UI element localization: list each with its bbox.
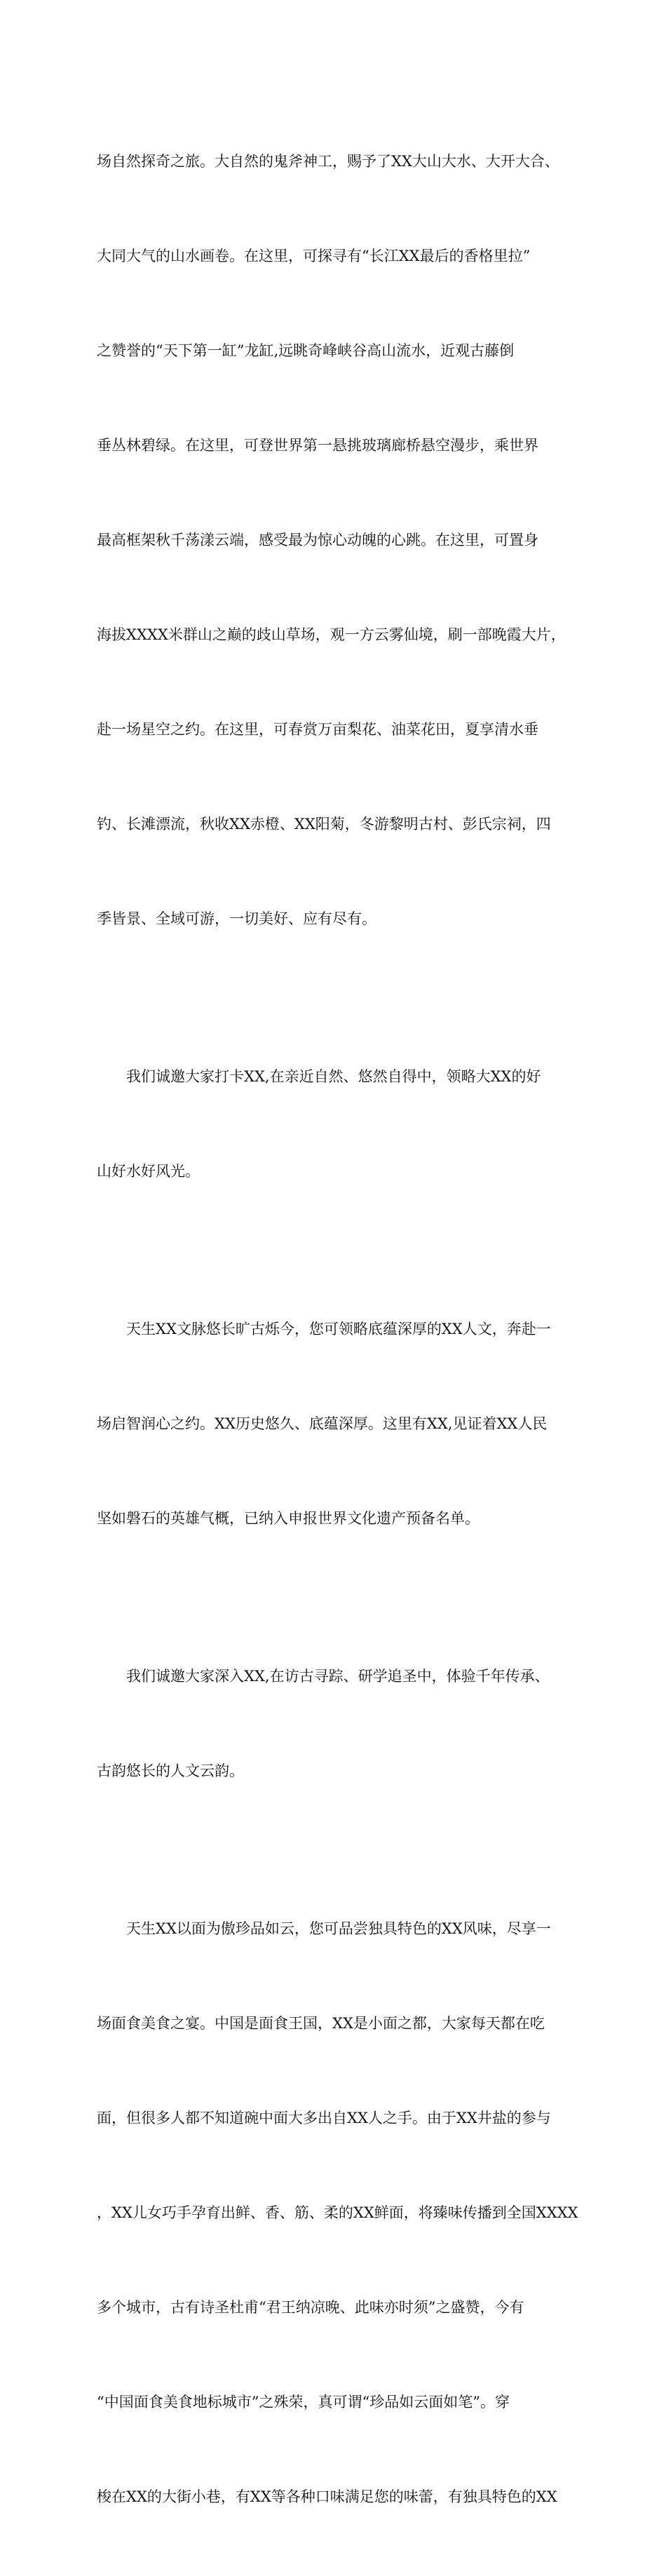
paragraph-invite-nature (97, 998, 556, 1250)
text-line: 面，但很多人都不知道碗中面大多出自XX人之手。由于XX井盐的参与 (97, 2110, 551, 2126)
text-line: 天生XX以面为傲珍品如云，您可品尝独具特色的XX风味，尽享一 (97, 1920, 551, 1937)
text-line: 多个城市，古有诗圣杜甫“君王纳凉晚、此味亦时须”之盛赞，今有 (97, 2299, 524, 2316)
paragraph-culture (97, 1250, 556, 1598)
paragraph-noodle-cuisine (97, 1850, 578, 2576)
document-body (97, 83, 578, 2576)
paragraph-nature-tour (97, 83, 566, 998)
text-line: 季皆景、全域可游，一切美好、应有尽有。 (97, 910, 376, 927)
text-line: 我们诚邀大家打卡XX,在亲近自然、悠然自得中，领略大XX的好 (97, 1068, 541, 1085)
text-line: 大同大气的山水画卷。在这里，可探寻有“长江XX最后的香格里拉” (97, 248, 531, 264)
text-line: 垂丛林碧绿。在这里，可登世界第一悬挑玻璃廊桥悬空漫步，乘世界 (97, 437, 538, 454)
text-line: “中国面食美食地标城市”之殊荣，真可谓“珍品如云面如笔”。穿 (97, 2394, 510, 2410)
text-line: 之赞誉的“天下第一缸”龙缸,远眺奇峰峡谷高山流水，近观古藤倒 (97, 342, 515, 359)
text-line: 钓、长滩漂流，秋收XX赤橙、XX阳菊，冬游黎明古村、彭氏宗祠，四 (97, 816, 551, 832)
text-line: 坚如磐石的英雄气概，已纳入申报世界文化遗产预备名单。 (97, 1510, 480, 1527)
text-line: 梭在XX的大街小巷，有XX等各种口味满足您的味蕾，有独具特色的XX (97, 2488, 557, 2505)
text-line: 我们诚邀大家深入XX,在访古寻踪、研学追圣中，体验千年传承、 (97, 1668, 550, 1685)
text-line: 山好水好风光。 (97, 1163, 200, 1180)
text-line: 场启智润心之约。XX历史悠久、底蕴深厚。这里有XX,见证着XX人民 (97, 1415, 548, 1432)
text-line: ，XX儿女巧手孕育出鲜、香、筋、柔的XX鲜面，将臻味传播到全国XXXX (97, 2204, 578, 2221)
text-line: 场自然探奇之旅。大自然的鬼斧神工，赐予了XX大山大水、大开大合、 (97, 153, 559, 170)
text-line: 海拔XXXX米群山之巅的歧山草场，观一方云雾仙境，刷一部晚霞大片， (97, 626, 566, 643)
paragraph-invite-culture (97, 1598, 556, 1850)
text-line: 天生XX文脉悠长旷古烁今，您可领略底蕴深厚的XX人文，奔赴一 (97, 1321, 551, 1337)
text-line: 场面食美食之宴。中国是面食王国，XX是小面之都，大家每天都在吃 (97, 2015, 545, 2032)
text-line: 赴一场星空之约。在这里，可春赏万亩梨花、油菜花田，夏享清水垂 (97, 721, 538, 738)
text-line: 古韵悠长的人文云韵。 (97, 1762, 244, 1779)
text-line: 最高框架秋千荡漾云端，感受最为惊心动魄的心跳。在这里，可置身 (97, 532, 538, 548)
